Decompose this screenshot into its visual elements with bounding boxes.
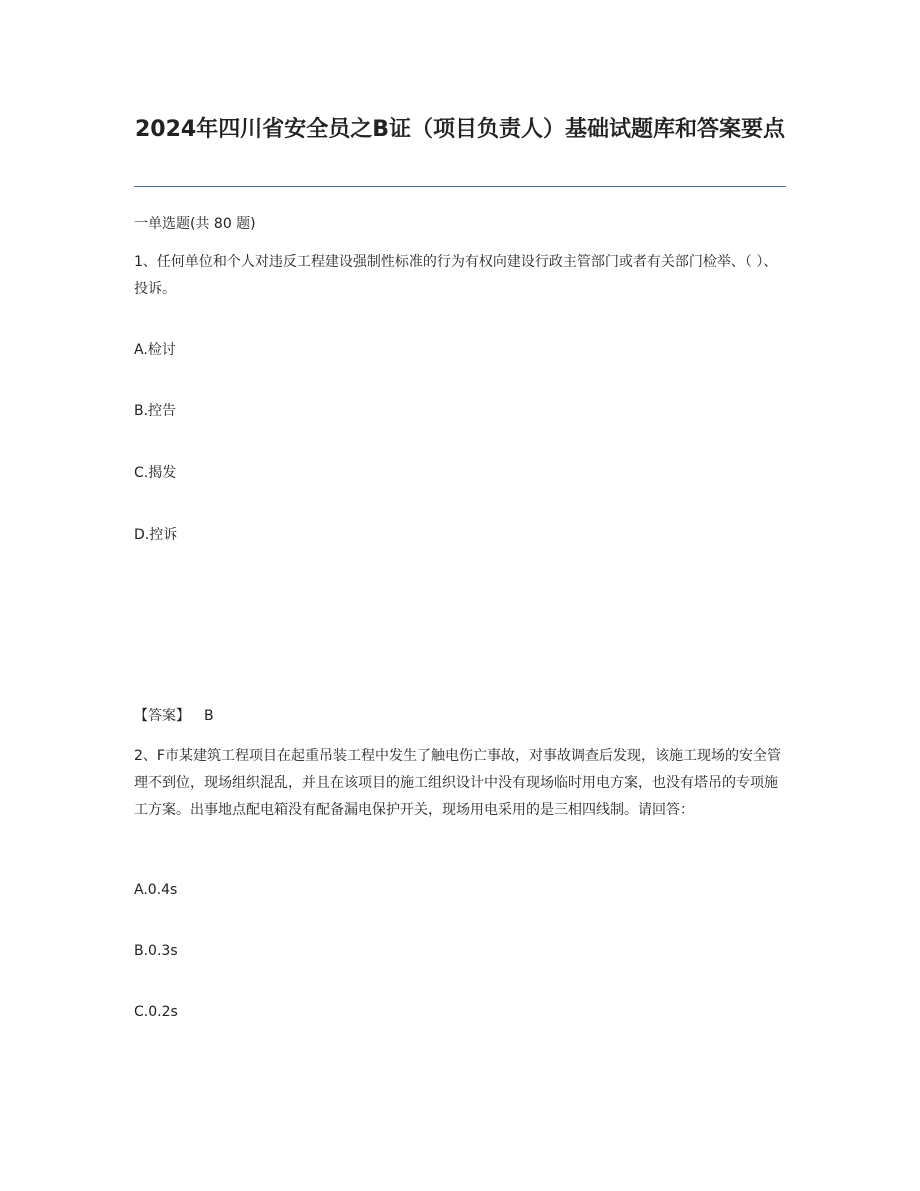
question-1-answer bbox=[134, 706, 214, 726]
question-2-option-a: A.0.4s bbox=[134, 882, 178, 898]
question-1-option-c: C.揭发 bbox=[134, 465, 177, 481]
question-1-option-b: B.控告 bbox=[134, 403, 177, 419]
question-2-option-b: B.0.3s bbox=[134, 943, 178, 959]
question-1-option-d: D.控诉 bbox=[134, 527, 178, 543]
question-1-text: 1、任何单位和个人对违反工程建设强制性标准的行为有权向建设行政主管部门或者有关部门检举、（ ）、投诉。 bbox=[134, 254, 778, 297]
page-title: 2024年四川省安全员之B证（项目负责人）基础试题库和答案要点 bbox=[134, 117, 785, 142]
question-1-option-a: A.检讨 bbox=[134, 342, 176, 358]
answer-value: B bbox=[204, 708, 214, 724]
section-heading: 一单选题(共 80 题) bbox=[134, 216, 256, 232]
title-divider bbox=[134, 186, 786, 187]
question-2-text: 2、F市某建筑工程项目在起重吊装工程中发生了触电伤亡事故，对事故调查后发现，该施工现场的安全管理不到位，现场组织混乱，并且在该项目的施工组织设计中没有现场临时用电方案，也没有塔吊的专项施工方案。出事地点配电箱没有配备漏电保护开关，现场用电采用的是三相四线制。请回答： bbox=[134, 748, 781, 818]
answer-label: 【答案】 bbox=[134, 708, 190, 724]
question-2-option-c: C.0.2s bbox=[134, 1004, 178, 1020]
